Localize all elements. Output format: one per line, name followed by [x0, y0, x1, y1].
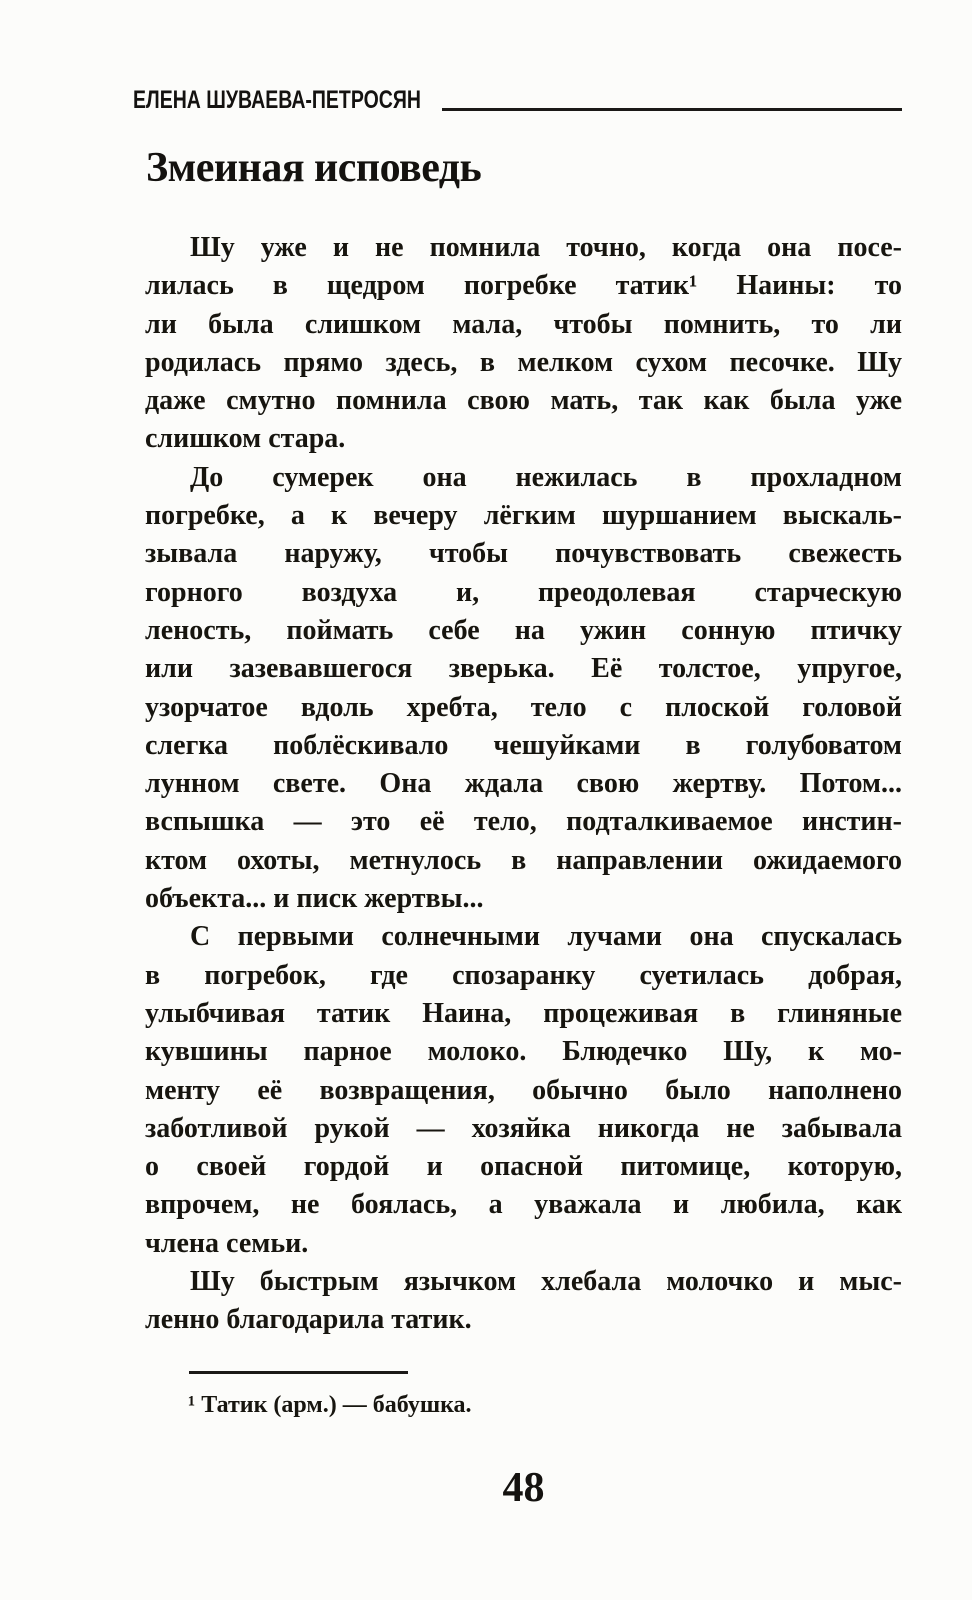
text-line: улыбчивая татик Наина, процеживая в глиняные — [145, 997, 902, 1029]
text-line: в погребок, где спозаранку суетилась добрая, — [145, 959, 902, 991]
paragraph — [145, 918, 902, 1263]
running-head-author: ЕЛЕНА ШУВАЕВА-ПЕТРОСЯН — [133, 86, 421, 114]
text-line: зывала наружу, чтобы почувствовать свежесть — [145, 538, 902, 570]
text-line: лунном свете. Она ждала свою жертву. Потом... — [145, 768, 902, 800]
paragraph — [145, 1263, 902, 1340]
text-line: о своей гордой и опасной питомице, которую, — [145, 1151, 902, 1183]
page-number: 48 — [502, 1465, 545, 1511]
text-line: Шу быстрым язычком хлебала молочко и мыс- — [190, 1266, 902, 1298]
text-line: леность, поймать себе на ужин сонную птичку — [145, 614, 902, 646]
text-line: даже смутно помнила свою мать, так как была уже — [145, 385, 902, 417]
text-line: родилась прямо здесь, в мелком сухом песочке. Шу — [145, 346, 902, 378]
running-head — [133, 88, 902, 113]
text-line: погребке, а к вечеру лёгким шуршанием выскаль- — [145, 500, 902, 532]
text-line: объекта... и писк жертвы... — [145, 883, 484, 915]
text-line: лилась в щедром погребке татик¹ Наины: то — [145, 270, 902, 302]
text-line: или зазевавшегося зверька. Её толстое, упругое, — [145, 653, 902, 685]
text-line: С первыми солнечными лучами она спускалась — [190, 921, 902, 953]
text-line: слишком стара. — [145, 423, 346, 455]
text-line: ленно благодарила татик. — [145, 1304, 472, 1336]
story-title: Змеиная исповедь — [146, 145, 482, 191]
paragraph — [145, 229, 902, 459]
running-head-rule — [442, 107, 902, 111]
text-line: члена семьи. — [145, 1227, 309, 1259]
paragraph — [145, 459, 902, 919]
story-paragraphs — [145, 229, 902, 1340]
text-line: горного воздуха и, преодолевая старческую — [145, 576, 902, 608]
text-line: менту её возвращения, обычно было наполнено — [145, 1074, 902, 1106]
text-line: кувшины парное молоко. Блюдечко Шу, к мо- — [145, 1036, 902, 1068]
text-line: вспышка — это её тело, подталкиваемое инстин- — [145, 806, 902, 838]
text-line: ли была слишком мала, чтобы помнить, то ли — [145, 308, 902, 340]
text-line: узорчатое вдоль хребта, тело с плоской головой — [145, 691, 902, 723]
text-line: заботливой рукой — хозяйка никогда не забывала — [145, 1112, 902, 1144]
text-line: До сумерек она нежилась в прохладном — [190, 461, 902, 493]
text-line: впрочем, не боялась, а уважала и любила, как — [145, 1189, 902, 1221]
footnote-rule — [189, 1371, 408, 1374]
text-line: Шу уже и не помнила точно, когда она посе- — [190, 232, 902, 263]
footnote-text: ¹ Татик (арм.) — бабушка. — [188, 1392, 472, 1418]
text-line: ктом охоты, метнулось в направлении ожидаемого — [145, 844, 902, 876]
text-line: слегка поблёскивало чешуйками в голубоватом — [145, 729, 902, 761]
